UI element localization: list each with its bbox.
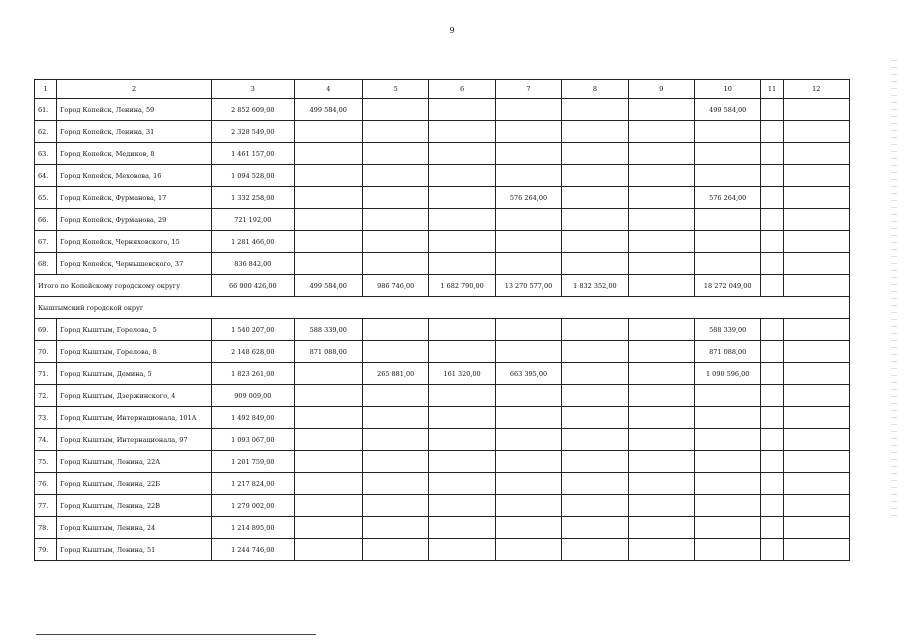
amount-cell (429, 187, 495, 209)
amount-cell: 1 540 207,00 (212, 319, 295, 341)
amount-cell (783, 539, 849, 561)
amount-cell (294, 231, 362, 253)
amount-cell (562, 539, 628, 561)
column-header: 7 (495, 80, 561, 99)
amount-cell (362, 99, 428, 121)
address-cell: Город Копейск, Черняховского, 15 (57, 231, 212, 253)
amount-cell (495, 231, 561, 253)
table-row (35, 407, 850, 429)
row-number: 66. (35, 209, 57, 231)
amount-cell: 1 093 067,00 (212, 429, 295, 451)
address-cell: Город Копейск, Чернышевского, 37 (57, 253, 212, 275)
amount-cell (294, 407, 362, 429)
amount-cell (495, 319, 561, 341)
address-cell: Город Копейск, Фурманова, 17 (57, 187, 212, 209)
amount-cell (783, 209, 849, 231)
amount-cell (429, 121, 495, 143)
amount-cell (695, 451, 761, 473)
amount-cell (562, 253, 628, 275)
amount-cell: 1 461 157,00 (212, 143, 295, 165)
amount-cell (761, 165, 783, 187)
amount-cell (628, 231, 694, 253)
amount-cell (783, 363, 849, 385)
table-row (35, 517, 850, 539)
total-cell: 13 270 577,00 (495, 275, 561, 297)
amount-cell (495, 539, 561, 561)
amount-cell (628, 253, 694, 275)
amount-cell (294, 517, 362, 539)
row-number: 62. (35, 121, 57, 143)
amount-cell: 1 823 261,00 (212, 363, 295, 385)
amount-cell (294, 539, 362, 561)
amount-cell (628, 495, 694, 517)
address-cell: Город Кыштым, Дзержинского, 4 (57, 385, 212, 407)
amount-cell (362, 517, 428, 539)
address-cell: Город Копейск, Ленина, 31 (57, 121, 212, 143)
row-number: 71. (35, 363, 57, 385)
amount-cell (628, 385, 694, 407)
amount-cell (362, 319, 428, 341)
total-cell: 1 832 352,00 (562, 275, 628, 297)
amount-cell: 499 584,00 (294, 99, 362, 121)
amount-cell (628, 429, 694, 451)
amount-cell (761, 319, 783, 341)
table-row (35, 209, 850, 231)
table-row (35, 429, 850, 451)
amount-cell: 2 328 549,00 (212, 121, 295, 143)
amount-cell (628, 539, 694, 561)
amount-cell (495, 495, 561, 517)
amount-cell (783, 143, 849, 165)
row-number: 69. (35, 319, 57, 341)
table-row (35, 539, 850, 561)
amount-cell (695, 231, 761, 253)
amount-cell (562, 451, 628, 473)
amount-cell: 576 264,00 (495, 187, 561, 209)
amount-cell (628, 165, 694, 187)
amount-cell (495, 253, 561, 275)
amount-cell (628, 209, 694, 231)
address-cell: Город Кыштым, Ленина, 22А (57, 451, 212, 473)
row-number: 61. (35, 99, 57, 121)
column-header: 5 (362, 80, 428, 99)
amount-cell: 909 009,00 (212, 385, 295, 407)
amount-cell (562, 99, 628, 121)
amount-cell (362, 121, 428, 143)
amount-cell: 161 320,00 (429, 363, 495, 385)
amount-cell (562, 429, 628, 451)
row-number: 64. (35, 165, 57, 187)
section-title: Кыштымский городской округ (35, 297, 850, 319)
amount-cell (761, 187, 783, 209)
page-number: 9 (449, 26, 455, 35)
amount-cell (294, 121, 362, 143)
amount-cell (362, 143, 428, 165)
amount-cell (761, 407, 783, 429)
amount-cell (761, 363, 783, 385)
amount-cell: 1 217 824,00 (212, 473, 295, 495)
amount-cell (695, 517, 761, 539)
total-row (35, 275, 850, 297)
amount-cell: 2 852 609,00 (212, 99, 295, 121)
amount-cell (761, 209, 783, 231)
amount-cell (362, 187, 428, 209)
amount-cell (362, 451, 428, 473)
address-cell: Город Кыштым, Интернационала, 101А (57, 407, 212, 429)
table-row (35, 121, 850, 143)
table-row (35, 165, 850, 187)
amount-cell (783, 341, 849, 363)
amount-cell: 1 281 466,00 (212, 231, 295, 253)
amount-cell (562, 143, 628, 165)
table-row (35, 451, 850, 473)
amount-cell (783, 451, 849, 473)
amount-cell (783, 495, 849, 517)
amount-cell (628, 99, 694, 121)
amount-cell (761, 143, 783, 165)
amount-cell: 265 881,00 (362, 363, 428, 385)
amount-cell (495, 99, 561, 121)
section-row (35, 297, 850, 319)
amount-cell (761, 121, 783, 143)
table-header-row (35, 80, 850, 99)
table-row (35, 319, 850, 341)
column-header: 11 (761, 80, 783, 99)
amount-cell: 663 395,00 (495, 363, 561, 385)
amount-cell (294, 385, 362, 407)
total-cell: 66 900 426,00 (212, 275, 295, 297)
amount-cell (495, 407, 561, 429)
amount-cell (294, 473, 362, 495)
table-row (35, 231, 850, 253)
amount-cell (429, 451, 495, 473)
amount-cell (294, 363, 362, 385)
amount-cell (362, 429, 428, 451)
amount-cell (294, 165, 362, 187)
address-cell: Город Копейск, Медиков, 8 (57, 143, 212, 165)
address-cell: Город Кыштым, Демина, 5 (57, 363, 212, 385)
amount-cell: 1 492 849,00 (212, 407, 295, 429)
column-header: 6 (429, 80, 495, 99)
total-cell (761, 275, 783, 297)
amount-cell (429, 539, 495, 561)
amount-cell (562, 187, 628, 209)
amount-cell (429, 429, 495, 451)
table-row (35, 341, 850, 363)
amount-cell (294, 495, 362, 517)
amount-cell: 871 088,00 (695, 341, 761, 363)
total-cell: 986 746,00 (362, 275, 428, 297)
amount-cell: 576 264,00 (695, 187, 761, 209)
amount-cell (695, 407, 761, 429)
amount-cell (495, 517, 561, 539)
table-body (35, 99, 850, 561)
amount-cell (761, 429, 783, 451)
table-row (35, 473, 850, 495)
table-row (35, 143, 850, 165)
row-number: 72. (35, 385, 57, 407)
amount-cell (628, 319, 694, 341)
amount-cell: 1 090 596,00 (695, 363, 761, 385)
table-row (35, 253, 850, 275)
amount-cell (761, 451, 783, 473)
amount-cell (562, 495, 628, 517)
amount-cell (695, 539, 761, 561)
amount-cell (783, 253, 849, 275)
row-number: 63. (35, 143, 57, 165)
amount-cell (628, 407, 694, 429)
amount-cell (695, 253, 761, 275)
row-number: 75. (35, 451, 57, 473)
column-header: 1 (35, 80, 57, 99)
address-cell: Город Кыштым, Ленина, 22В (57, 495, 212, 517)
amount-cell (362, 341, 428, 363)
amount-cell (761, 495, 783, 517)
amount-cell: 1 332 258,00 (212, 187, 295, 209)
amount-cell (429, 231, 495, 253)
amount-cell (783, 231, 849, 253)
amount-cell (783, 319, 849, 341)
amount-cell (695, 495, 761, 517)
address-cell: Город Кыштым, Горелова, 5 (57, 319, 212, 341)
address-cell: Город Копейск, Меховова, 16 (57, 165, 212, 187)
amount-cell (761, 253, 783, 275)
amount-cell (562, 363, 628, 385)
amount-cell (783, 407, 849, 429)
amount-cell: 499 584,00 (695, 99, 761, 121)
amount-cell (362, 253, 428, 275)
amount-cell (562, 121, 628, 143)
amount-cell (628, 473, 694, 495)
amount-cell (429, 407, 495, 429)
amount-cell (362, 165, 428, 187)
amount-cell: 1 201 759,00 (212, 451, 295, 473)
amount-cell (628, 121, 694, 143)
amount-cell (495, 385, 561, 407)
amount-cell (761, 99, 783, 121)
amount-cell (495, 209, 561, 231)
amount-cell (429, 253, 495, 275)
scan-edge-noise (891, 60, 897, 520)
amount-cell (695, 473, 761, 495)
amount-cell (761, 231, 783, 253)
amount-cell (628, 451, 694, 473)
amount-cell: 721 192,00 (212, 209, 295, 231)
row-number: 65. (35, 187, 57, 209)
table-row (35, 187, 850, 209)
table-row (35, 495, 850, 517)
amount-cell (362, 385, 428, 407)
amount-cell (628, 517, 694, 539)
amount-cell (429, 165, 495, 187)
amount-cell: 836 842,00 (212, 253, 295, 275)
total-cell: 1 682 790,00 (429, 275, 495, 297)
amount-cell (695, 209, 761, 231)
amount-cell (695, 121, 761, 143)
footer-rule (36, 634, 316, 635)
amount-cell (362, 209, 428, 231)
row-number: 73. (35, 407, 57, 429)
address-cell: Город Копейск, Фурманова, 29 (57, 209, 212, 231)
table-row (35, 385, 850, 407)
amount-cell (429, 143, 495, 165)
amount-cell (294, 451, 362, 473)
amount-cell (429, 473, 495, 495)
amount-cell (362, 473, 428, 495)
amount-cell (362, 539, 428, 561)
amount-cell (695, 429, 761, 451)
amount-cell (495, 341, 561, 363)
amount-cell (495, 121, 561, 143)
amount-cell (761, 539, 783, 561)
address-cell: Город Кыштым, Ленина, 24 (57, 517, 212, 539)
amount-cell (294, 209, 362, 231)
amount-cell: 1 094 528,00 (212, 165, 295, 187)
amount-cell (495, 143, 561, 165)
row-number: 70. (35, 341, 57, 363)
address-cell: Город Кыштым, Ленина, 22Б (57, 473, 212, 495)
amount-cell (695, 385, 761, 407)
amount-cell (761, 385, 783, 407)
amount-cell: 2 148 628,00 (212, 341, 295, 363)
amount-cell (783, 429, 849, 451)
amount-cell (362, 495, 428, 517)
row-number: 74. (35, 429, 57, 451)
amount-cell (628, 143, 694, 165)
amount-cell (628, 363, 694, 385)
amount-cell (562, 407, 628, 429)
table-row (35, 363, 850, 385)
address-cell: Город Кыштым, Горелова, 8 (57, 341, 212, 363)
column-header: 3 (212, 80, 295, 99)
amount-cell (628, 187, 694, 209)
amount-cell (761, 517, 783, 539)
amount-cell (695, 143, 761, 165)
row-number: 78. (35, 517, 57, 539)
amount-cell: 1 279 002,00 (212, 495, 295, 517)
amount-cell (495, 473, 561, 495)
amount-cell (429, 385, 495, 407)
row-number: 79. (35, 539, 57, 561)
total-label: Итого по Копейскому городскому округу (35, 275, 212, 297)
amount-cell (562, 165, 628, 187)
amount-cell (429, 495, 495, 517)
amount-cell (562, 209, 628, 231)
row-number: 67. (35, 231, 57, 253)
table-row (35, 99, 850, 121)
row-number: 77. (35, 495, 57, 517)
amount-cell (429, 517, 495, 539)
total-cell: 499 584,00 (294, 275, 362, 297)
row-number: 68. (35, 253, 57, 275)
amount-cell (362, 407, 428, 429)
amount-cell (562, 319, 628, 341)
total-cell (628, 275, 694, 297)
amount-cell (783, 165, 849, 187)
amount-cell (628, 341, 694, 363)
amount-cell (695, 165, 761, 187)
row-number: 76. (35, 473, 57, 495)
amount-cell: 1 214 895,00 (212, 517, 295, 539)
address-cell: Город Копейск, Ленина, 59 (57, 99, 212, 121)
amount-cell (429, 319, 495, 341)
amount-cell (429, 209, 495, 231)
amount-cell (294, 187, 362, 209)
amount-cell (429, 341, 495, 363)
amount-cell: 871 088,00 (294, 341, 362, 363)
column-header: 10 (695, 80, 761, 99)
amount-cell (495, 165, 561, 187)
amount-cell (562, 231, 628, 253)
amount-cell (761, 473, 783, 495)
amount-cell (495, 451, 561, 473)
amount-cell (783, 385, 849, 407)
total-cell: 18 272 049,00 (695, 275, 761, 297)
total-cell (783, 275, 849, 297)
amount-cell (783, 187, 849, 209)
amount-cell: 588 339,00 (294, 319, 362, 341)
amount-cell (294, 143, 362, 165)
column-header: 12 (783, 80, 849, 99)
amount-cell (294, 253, 362, 275)
amount-cell: 588 339,00 (695, 319, 761, 341)
budget-table (34, 79, 850, 561)
amount-cell (783, 121, 849, 143)
address-cell: Город Кыштым, Ленина, 51 (57, 539, 212, 561)
amount-cell (761, 341, 783, 363)
amount-cell (362, 231, 428, 253)
amount-cell (562, 517, 628, 539)
amount-cell: 1 244 746,00 (212, 539, 295, 561)
column-header: 9 (628, 80, 694, 99)
column-header: 8 (562, 80, 628, 99)
amount-cell (429, 99, 495, 121)
amount-cell (495, 429, 561, 451)
amount-cell (294, 429, 362, 451)
amount-cell (783, 99, 849, 121)
amount-cell (783, 473, 849, 495)
amount-cell (562, 473, 628, 495)
amount-cell (562, 385, 628, 407)
amount-cell (562, 341, 628, 363)
address-cell: Город Кыштым, Интернационала, 97 (57, 429, 212, 451)
column-header: 4 (294, 80, 362, 99)
amount-cell (783, 517, 849, 539)
column-header: 2 (57, 80, 212, 99)
